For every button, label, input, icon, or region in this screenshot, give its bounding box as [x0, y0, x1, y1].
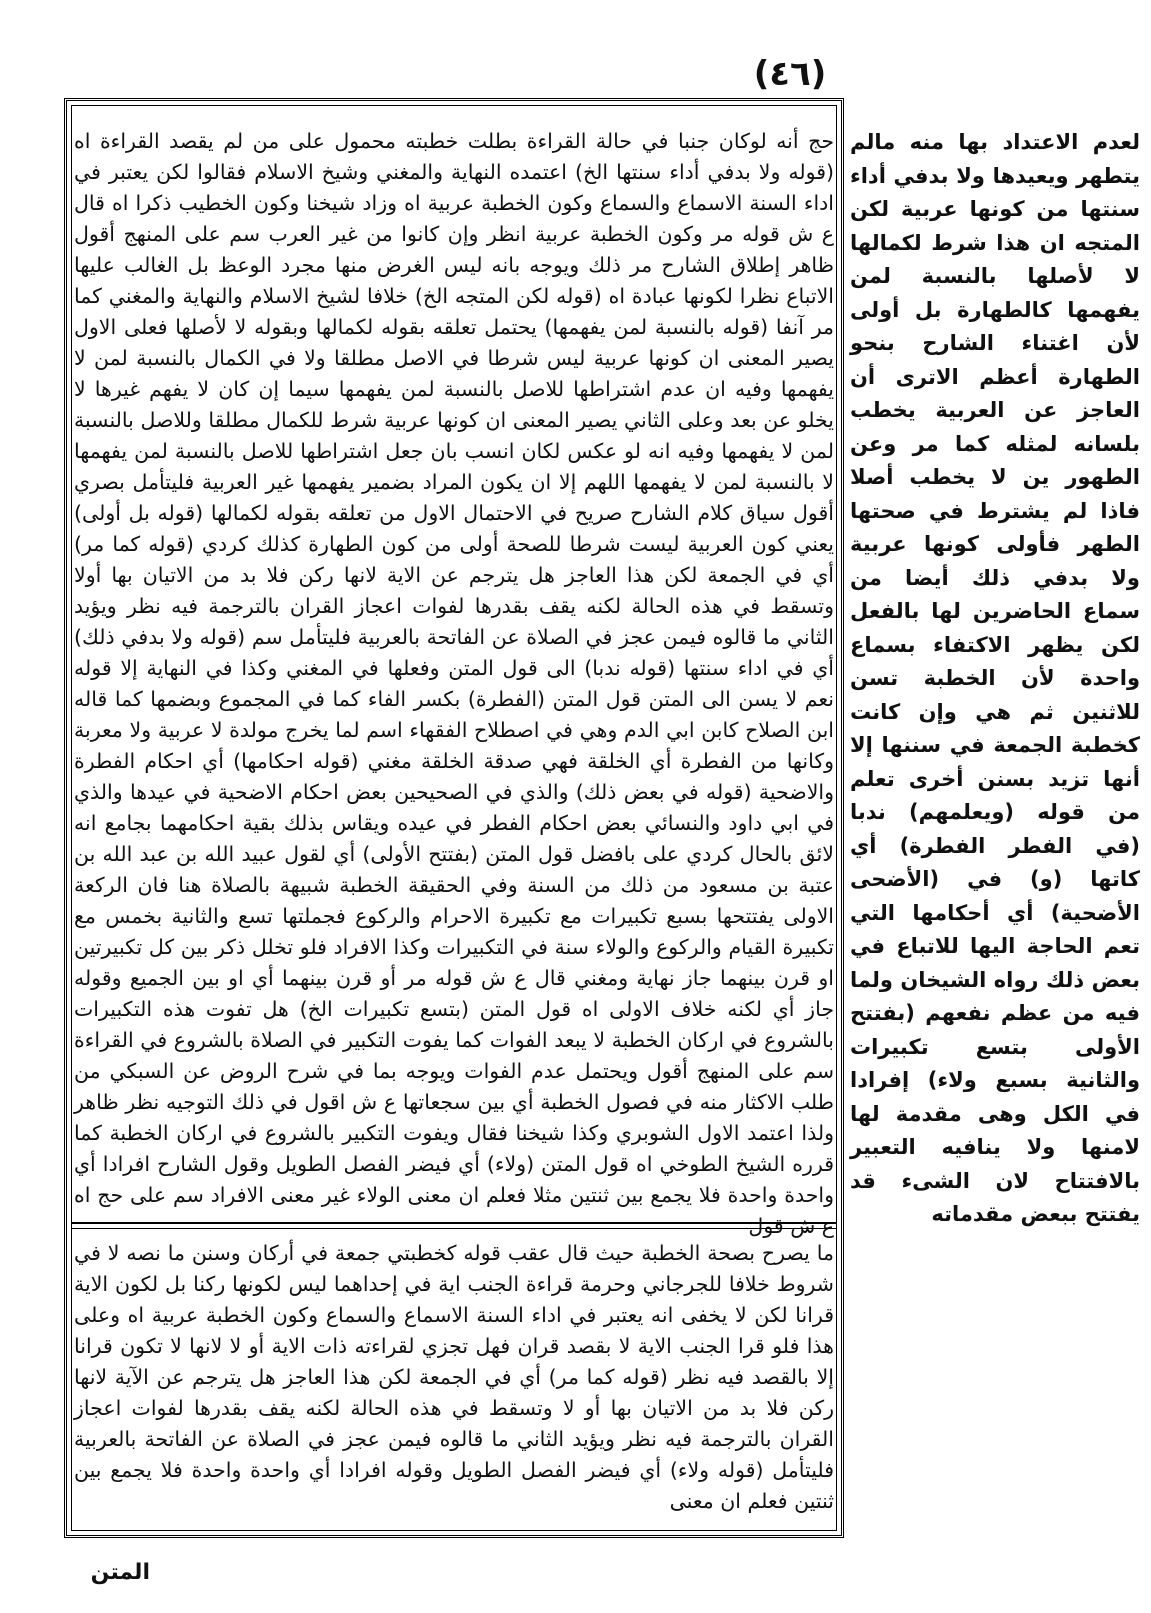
commentary-text: حج أنه لوكان جنبا في حالة القراءة بطلت خطبته محمول على من لم يقصد القراءة اه (قوله ولا بدفي أداء سنتها الخ) اعتمده النهاية والمغني وشيخ الاسلام فقالوا لكن يعتبر في اداء السنة الاسماع والسماع وكون الخطبة عربية اه وزاد شيخنا وكون الخطيب ذكرا اه قال ع ش قوله مر وكون الخطبة عربية انظر وإن كانوا من غير العرب سم على المنهج أقول ظاهر إطلاق الشارح مر ذلك ويوجه بانه ليس الغرض منها مجرد الوعظ بل الغالب عليها الاتباع نظرا لكونها عبادة اه (قوله لكن المتجه الخ) خلافا لشيخ الاسلام والنهاية والمغني كما مر آنفا (قوله بالنسبة لمن يفهمها) يحتمل تعلقه بقوله لكمالها وبقوله لا لأصلها فعلى الاول يصير المعنى ان كونها عربية ليس شرطا في الاصل مطلقا ولا في الكمال بالنسبة لمن لا يفهمها وفيه ان عدم اشتراطها للاصل بالنسبة لمن يفهمها سيما إن كان لا يفهم غيرها لا يخلو عن بعد وعلى الثاني يصير المعنى ان كونها عربية شرط للكمال مطلقا وللاصل بالنسبة لمن لا يفهمها وفيه انه لو عكس لكان انسب بان جعل اشتراطها للاصل بالنسبة لمن يفهمها لا بالنسبة لمن لا يفهمها اللهم إلا ان يكون المراد بضمير يفهمها غير العربية فليتأمل بصري أقول سياق كلام الشارح صريح في الاحتمال الاول من تعلقه بقوله لكمالها (قوله بل أولى) يعني كون العربية ليست شرطا للصحة أولى من كون الطهارة كذلك كردي (قوله كما مر) أي في الجمعة لكن هذا العاجز هل يترجم عن الاية لانها ركن فلا بد من الاتيان بها أولا وتسقط في هذه الحالة لكنه يقف بقدرها لفوات اعجاز القران بالترجمة فيه نظر ويؤيد الثاني ما قالوه فيمن عجز في الصلاة عن الفاتحة بالعربية فليتأمل سم (قوله ولا بدفي ذلك) أي في اداء سنتها (قوله ندبا) الى قول المتن وفعلها في المغني وكذا في النهاية إلا قوله نعم لا يسن الى المتن قول المتن (الفطرة) بكسر الفاء كما في المجموع وبضمها كما قاله ابن الصلاح كابن ابي الدم وهي في اصطلاح الفقهاء اسم لما يخرج مولدة لا عربية ولا معربة وكانها من الفطرة أي الخلقة فهي صدقة الخلقة مغني (قوله احكامها) أي احكام الفطرة والاضحية (قوله في بعض ذلك) والذي في الصحيحين بعض احكام الاضحية في عيدها والذي في ابي داود والنسائي بعض احكام الفطر في عيده ويقاس بذلك بقية احكامهما بجامع انه لائق بالحال كردي على بافضل قول المتن (بفتتح الأولى) أي لقول عبيد الله بن عبد الله بن عتبة بن مسعود من ذلك من السنة وفي الحقيقة الخطبة شبيهة بالصلاة هنا فان الركعة الاولى يفتتحها بسبع تكبيرات مع تكبيرة الاحرام والركوع فجملتها تسع والثانية بخمس مع تكبيرة القيام والركوع والولاء سنة في التكبيرات وكذا الافراد فلو تخلل ذكر بين كل تكبيرتين او قرن بينهما جاز نهاية ومغني قال ع ش قوله مر أو قرن بينهما أي او بين الجميع وقوله جاز أي لكنه خلاف الاولى اه قول المتن (بتسع تكبيرات الخ) هل تفوت هذه التكبيرات بالشروع في اركان الخطبة لا يبعد الفوات كما يفوت التكبير في الصلاة بالشروع في القراءة سم على المنهج أقول ويحتمل عدم الفوات ويوجه بما في شرح الروض عن السبكي من طلب الاكثار منه في فصول الخطبة أي بين سجعاتها ع ش اقول في ذلك التوجيه نظر ظاهر ولذا اعتمد الاول الشوبري وكذا شيخنا فقال ويفوت التكبير بالشروع في اركان الخطبة كما قرره الشيخ الطوخي اه قول المتن (ولاء) أي فيضر الفصل الطويل وقول الشارح افرادا أي واحدة واحدة فلا يجمع بين ثنتين مثلا فعلم ان معنى الولاء غير معنى الافراد سم على حج اه ع ش قول [74, 129, 834, 1238]
margin-matn-text: لعدم الاعتداد بها منه مالم يتطهر ويعيدها ولا بدفي أداء سنتها من كونها عربية لكن المتجه ان هذا شرط لكمالها لا لأصلها بالنسبة لمن يفهمها كالطهارة بل أولى لأن اغتناء الشارح بنحو الطهارة أعظم الاترى أن العاجز عن العربية يخطب بلسانه لمثله كما مر وعن الطهور ين لا يخطب أصلا فاذا لم يشترط في صحتها الطهر فأولى كونها عربية ولا بدفي ذلك أيضا من سماع الحاضرين لها بالفعل لكن يظهر الاكتفاء بسماع واحدة لأن الخطبة تسن للاثنين ثم هي وإن كانت كخطبة الجمعة في سننها إلا أنها تزيد بسنن أخرى تعلم من قوله (ويعلمهم) ندبا (في الفطر الفطرة) أي كاتها (و) في (الأضحى الأضحية) أي أحكامها التي تعم الحاجة اليها للاتباع في بعض ذلك رواه الشيخان ولما فيه من عظم نفعهم (بفتتح الأولى بتسع تكبيرات والثانية بسبع ولاء) إفرادا في الكل وهى مقدمة لها لامنها ولا ينافيه التعبير بالافتتاح لان الشىء قد يفتتح ببعض مقدماته [850, 130, 1140, 1226]
catchword: المتن [90, 1560, 150, 1585]
page-number: (٤٦) [753, 54, 827, 94]
footnote-text: ما يصرح بصحة الخطبة حيث قال عقب قوله كخطبتي جمعة في أركان وسنن ما نصه لا في شروط خلافا للجرجاني وحرمة قراءة الجنب اية في إحداهما ليس لكونها ركنا بل لكون الاية قرانا لكن لا يخفى انه يعتبر في اداء السنة الاسماع والسماع وكون الخطبة عربية اه وعلى هذا فلو قرا الجنب الاية لا بقصد قران فهل تجزي لقراءته ذات الاية أو لا لانها لا تكون قرانا إلا بالقصد فيه نظر (قوله كما مر) أي في الجمعة لكن هذا العاجز هل يترجم عن الآية لانها ركن فلا بد من الاتيان بها أو لا وتسقط في هذه الحالة لكنه يقف بقدرها لفوات اعجاز القران بالترجمة فيه نظر ويؤيد الثاني ما قالوه فيمن عجز في الصلاة عن الفاتحة بالعربية فليتأمل (قوله ولاء) أي فيضر الفصل الطويل وقوله افرادا أي واحدة واحدة فلا يجمع بين ثنتين فعلم ان معنى [74, 1241, 834, 1513]
footnote-divider-inner [72, 1228, 836, 1229]
footnote-divider [72, 1222, 836, 1224]
